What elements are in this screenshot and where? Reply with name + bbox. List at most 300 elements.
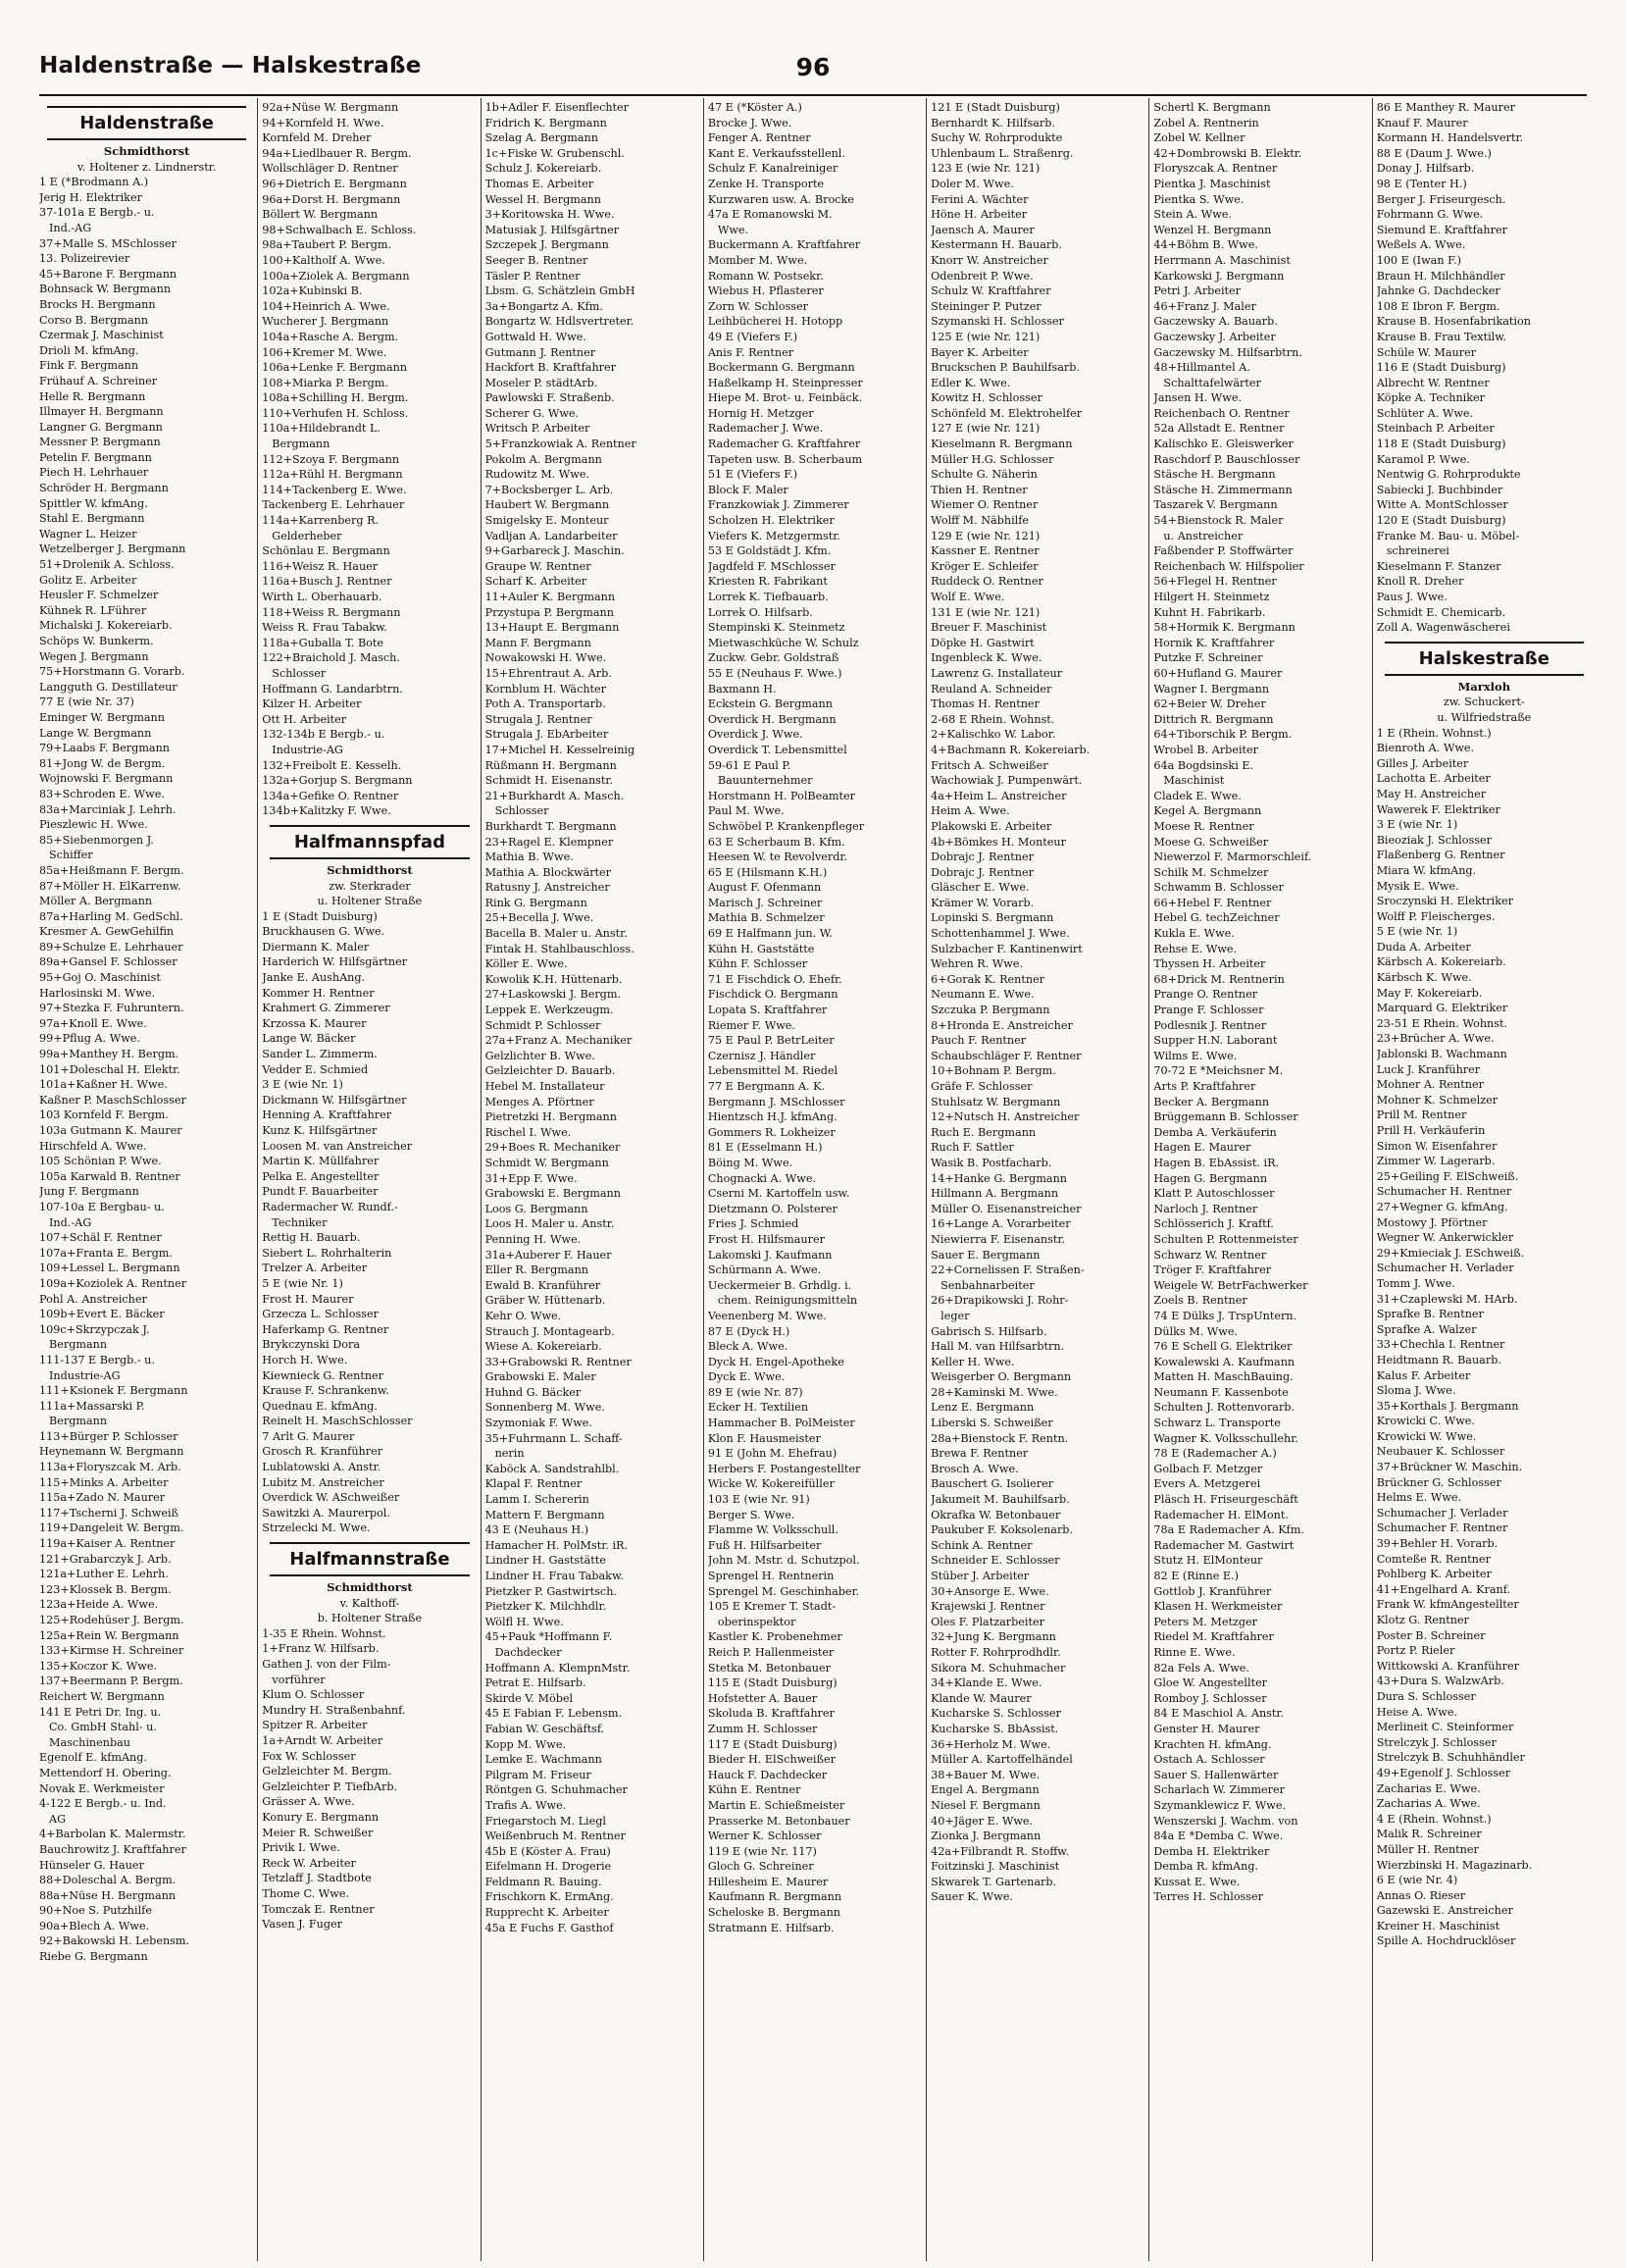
resident-entry: Loos H. Maler u. Anstr.: [484, 1217, 615, 1231]
resident-entry: 98+Schwalbach E. Schloss.: [262, 223, 417, 236]
resident-entry: Lachotta E. Arbeiter: [1376, 772, 1491, 786]
resident-entry: Dittrich R. Bergmann: [1153, 712, 1274, 726]
resident-entry: Overdick T. Lebensmittel: [707, 743, 847, 756]
entry-continuation: Bergmann: [49, 1415, 108, 1428]
resident-entry: Lublatowski A. Anstr.: [262, 1461, 381, 1474]
resident-entry: Gilles J. Arbeiter: [1376, 756, 1469, 770]
resident-entry: Ratusny J. Anstreicher: [484, 881, 610, 895]
resident-entry: Strugala J. EbArbeiter: [484, 728, 609, 742]
resident-entry: Niesel F. Bergmann: [931, 1798, 1041, 1812]
resident-entry: Gelzleichter D. Bauarb.: [484, 1064, 616, 1078]
resident-entry: Matusiak J. Hilfsgärtner: [484, 223, 620, 236]
entry-continuation: Schalttafelwärter: [1163, 376, 1261, 389]
resident-entry: Zacharias A. Wwe.: [1376, 1797, 1481, 1811]
resident-entry: Strauch J. Montagearb.: [484, 1324, 615, 1338]
resident-entry: Krajewski J. Rentner: [931, 1600, 1045, 1614]
resident-entry: 69 E Halfmann jun. W.: [707, 927, 833, 941]
resident-entry: Berger J. Friseurgesch.: [1376, 192, 1506, 206]
resident-entry: Schulz F. Kanalreiniger: [707, 162, 838, 176]
resident-entry: Flamme W. Volksschull.: [707, 1523, 838, 1537]
entry-continuation: Dachdecker: [494, 1645, 562, 1659]
resident-entry: 62+Beier W. Dreher: [1153, 697, 1266, 711]
resident-entry: 1+Franz W. Hilfsarb.: [262, 1642, 380, 1656]
resident-entry: Rupprecht K. Arbeiter: [484, 1906, 609, 1920]
resident-entry: Brosch A. Wwe.: [931, 1462, 1019, 1475]
resident-entry: Smigelsky E. Monteur: [484, 514, 609, 528]
resident-entry: 89+Schulze E. Lehrhauer: [39, 940, 183, 954]
entry-continuation: Maschinist: [1163, 774, 1225, 788]
resident-entry: Rink G. Bergmann: [484, 896, 587, 909]
resident-entry: Bruckhausen G. Wwe.: [262, 925, 385, 939]
resident-entry: Zimmer W. Lagerarb.: [1376, 1155, 1496, 1168]
resident-entry: Stutz H. ElMonteur: [1153, 1554, 1263, 1568]
resident-entry: Zionka J. Bergmann: [931, 1830, 1042, 1843]
resident-entry: Zoels B. Rentner: [1153, 1294, 1247, 1308]
resident-entry: Gaczewsky A. Bauarb.: [1153, 315, 1278, 329]
resident-entry: Kastler K. Probenehmer: [707, 1630, 842, 1644]
resident-entry: 1b+Adler F. Eisenflechter: [484, 101, 630, 114]
resident-entry: Leppek E. Werkzeugm.: [484, 1004, 614, 1017]
resident-entry: 1-35 E Rhein. Wohnst.: [262, 1626, 386, 1640]
directory-column: [39, 98, 257, 2261]
resident-entry: Rademacher H. ElMont.: [1153, 1508, 1289, 1521]
resident-entry: Klon F. Hausmeister: [707, 1431, 821, 1445]
page-number: 96: [795, 53, 831, 81]
resident-entry: 134b+Kalitzky F. Wwe.: [262, 804, 391, 818]
resident-entry: Portz P. Rieler: [1376, 1644, 1455, 1658]
resident-entry: Weigele W. BetrFachwerker: [1153, 1278, 1308, 1292]
resident-entry: Egenolf E. kfmAng.: [39, 1751, 147, 1765]
resident-entry: 5 E (wie Nr. 1): [1376, 925, 1458, 939]
resident-entry: Stuhlsatz W. Bergmann: [931, 1095, 1061, 1108]
resident-entry: Schröder H. Bergmann: [39, 482, 169, 495]
resident-entry: 82 E (Rinne E.): [1153, 1570, 1239, 1582]
resident-entry: 1c+Fiske W. Grubenschl.: [484, 146, 625, 160]
resident-entry: Schumacher F. Rentner: [1376, 1521, 1508, 1535]
entry-continuation: Co. GmbH Stahl- u.: [49, 1721, 157, 1734]
resident-entry: Thomas H. Rentner: [931, 697, 1040, 711]
resident-entry: Ewald B. Kranführer: [484, 1278, 601, 1292]
resident-entry: Bayer K. Arbeiter: [931, 345, 1029, 359]
resident-entry: 64+Tiborschik P. Bergm.: [1153, 728, 1293, 742]
resident-entry: Schmidt E. Chemicarb.: [1376, 605, 1506, 619]
resident-entry: 127 E (wie Nr. 121): [931, 422, 1041, 436]
resident-entry: 109c+Skrzypczak J.: [39, 1322, 150, 1336]
resident-entry: Narloch J. Rentner: [1153, 1202, 1258, 1215]
resident-entry: Lopinski S. Bergmann: [931, 911, 1054, 925]
resident-entry: Thome C. Wwe.: [262, 1886, 349, 1900]
resident-entry: Tomczak E. Rentner: [262, 1902, 375, 1916]
resident-entry: 108 E Ibron F. Bergm.: [1376, 299, 1500, 313]
resident-entry: Schulte G. Näherin: [931, 468, 1038, 482]
resident-entry: Jaensch A. Maurer: [931, 223, 1035, 236]
resident-entry: Gommers R. Lokheizer: [707, 1125, 836, 1139]
resident-entry: Thomas E. Arbeiter: [484, 177, 594, 190]
resident-entry: Taszarek V. Bergmann: [1153, 498, 1278, 512]
resident-entry: Hornig H. Metzger: [707, 406, 814, 420]
resident-entry: Kalischko E. Gleiswerker: [1153, 438, 1294, 451]
resident-entry: Ecker H. Textilien: [707, 1401, 809, 1415]
resident-entry: Lbsm. G. Schätzlein GmbH: [484, 284, 635, 298]
resident-entry: Paus J. Wwe.: [1376, 591, 1448, 603]
resident-entry: Döpke H. Gastwirt: [931, 636, 1035, 649]
resident-entry: Kucharske S. BbAssist.: [931, 1722, 1059, 1735]
resident-entry: Bergmann J. MSchlosser: [707, 1095, 845, 1108]
resident-entry: 129 E (wie Nr. 121): [931, 529, 1041, 542]
resident-entry: Veenenberg M. Wwe.: [707, 1309, 827, 1322]
resident-entry: Ostach A. Schlosser: [1153, 1753, 1265, 1767]
resident-entry: Eminger W. Bergmann: [39, 710, 165, 724]
resident-entry: Pläsch H. Friseurgeschäft: [1153, 1493, 1298, 1507]
resident-entry: Wasik B. Postfacharb.: [931, 1156, 1052, 1169]
resident-entry: Klotz G. Rentner: [1376, 1614, 1469, 1626]
entry-continuation: Industrie-AG: [49, 1368, 121, 1382]
resident-entry: Friegarstoch M. Liegl: [484, 1814, 606, 1828]
resident-entry: Leihbücherei H. Hotopp: [707, 315, 843, 329]
resident-entry: 113+Bürger P. Schlosser: [39, 1429, 178, 1443]
resident-entry: 89a+Gansel F. Schlosser: [39, 955, 178, 969]
resident-entry: Reich P. Hallenmeister: [707, 1645, 835, 1659]
resident-entry: Overdick H. Bergmann: [707, 712, 837, 726]
resident-entry: 65 E (Hilsmann K.H.): [707, 865, 828, 879]
resident-entry: Podlesnik J. Rentner: [1153, 1018, 1267, 1032]
resident-entry: 17+Michel H. Kesselreinig: [484, 743, 635, 756]
resident-entry: Rademacher G. Kraftfahrer: [707, 438, 861, 451]
resident-entry: Steininger P. Putzer: [931, 299, 1042, 313]
resident-entry: Müller H. Rentner: [1376, 1842, 1479, 1856]
resident-entry: 100+Kaltholf A. Wwe.: [262, 253, 385, 267]
resident-entry: Wolf E. Wwe.: [931, 591, 1005, 603]
resident-entry: Jakumeit M. Bauhilfsarb.: [931, 1493, 1070, 1507]
resident-entry: 98 E (Tenter H.): [1376, 177, 1467, 190]
entry-continuation: Techniker: [272, 1215, 328, 1229]
resident-entry: Helms E. Wwe.: [1376, 1491, 1462, 1505]
resident-entry: Pohl A. Anstreicher: [39, 1292, 147, 1306]
resident-entry: Brocke J. Wwe.: [707, 116, 792, 129]
resident-entry: Braun H. Milchhändler: [1376, 269, 1505, 283]
entry-continuation: Senbahnarbeiter: [940, 1278, 1035, 1292]
resident-entry: 4-122 E Bergb.- u. Ind.: [39, 1797, 167, 1811]
entry-continuation: Ind.-AG: [49, 1215, 92, 1229]
resident-entry: Hagen G. Bergmann: [1153, 1171, 1268, 1185]
resident-entry: Schönlau E. Bergmann: [262, 544, 390, 558]
running-title: Haldenstraße — Halskestraße: [39, 53, 422, 78]
resident-entry: Mohner A. Rentner: [1376, 1078, 1484, 1092]
entry-continuation: Wwe.: [717, 223, 749, 236]
resident-entry: 108+Miarka P. Bergm.: [262, 376, 388, 389]
resident-entry: Overdick W. ASchweißer: [262, 1491, 400, 1505]
resident-entry: May F. Kokereiarb.: [1376, 986, 1483, 1000]
resident-entry: Skoluda B. Kraftfahrer: [707, 1707, 835, 1721]
resident-entry: 109b+Evert E. Bäcker: [39, 1308, 165, 1321]
resident-entry: Rischel I. Wwe.: [484, 1125, 572, 1139]
resident-entry: 33+Chechla I. Rentner: [1376, 1338, 1505, 1352]
resident-entry: Bauschert G. Isolierer: [931, 1477, 1054, 1491]
resident-entry: Tackenberg E. Lehrhauer: [262, 498, 405, 512]
resident-entry: Cserni M. Kartoffeln usw.: [707, 1187, 850, 1201]
resident-entry: Rademacher M. Gastwirt: [1153, 1538, 1295, 1552]
entry-continuation: Bauunternehmer: [717, 774, 813, 788]
street-range-note: zw. Sterkrader: [329, 879, 411, 893]
resident-entry: Lenz E. Bergmann: [931, 1401, 1035, 1415]
resident-entry: Liberski S. Schweißer: [931, 1417, 1053, 1430]
resident-entry: 54+Bienstock R. Maler: [1153, 514, 1284, 528]
resident-entry: Kehr O. Wwe.: [484, 1309, 562, 1322]
resident-entry: Sauer S. Hallenwärter: [1153, 1768, 1279, 1781]
resident-entry: Hillesheim E. Maurer: [707, 1875, 829, 1888]
resident-entry: Pawlowski F. Straßenb.: [484, 391, 615, 405]
district-label: Schmidthorst: [103, 144, 190, 158]
resident-entry: 125a+Rein W. Bergmann: [39, 1628, 179, 1642]
resident-entry: Kilzer H. Arbeiter: [262, 697, 362, 711]
resident-entry: 113a+Floryszcak M. Arb.: [39, 1461, 181, 1474]
resident-entry: Zenke H. Transporte: [707, 177, 825, 190]
resident-entry: Schwarz W. Rentner: [1153, 1248, 1267, 1262]
entry-continuation: Bergmann: [49, 1338, 108, 1352]
resident-entry: Ruddeck O. Rentner: [931, 575, 1043, 589]
resident-entry: Poster B. Schreiner: [1376, 1628, 1486, 1642]
street-range-note: b. Holtener Straße: [317, 1612, 423, 1625]
resident-entry: May H. Anstreicher: [1376, 787, 1487, 800]
resident-entry: Niewerzol F. Marmorschleif.: [1153, 850, 1312, 864]
resident-entry: Kunz K. Hilfsgärtner: [262, 1124, 378, 1137]
resident-entry: 131 E (wie Nr. 121): [931, 605, 1041, 619]
resident-entry: Engel A. Bergmann: [931, 1783, 1040, 1797]
resident-entry: Lamm I. Schererin: [484, 1493, 589, 1507]
resident-entry: Czernisz J. Händler: [707, 1049, 816, 1062]
resident-entry: 40+Jäger E. Wwe.: [931, 1814, 1034, 1828]
resident-entry: Scharlach W. Zimmerer: [1153, 1783, 1285, 1797]
resident-entry: 76 E Schell G. Elektriker: [1153, 1340, 1293, 1354]
resident-entry: Vasen J. Fuger: [262, 1918, 342, 1932]
entry-continuation: oberinspektor: [717, 1615, 796, 1628]
resident-entry: Wessel H. Bergmann: [484, 192, 601, 206]
resident-entry: Chognacki A. Wwe.: [707, 1171, 817, 1185]
resident-entry: 71 E Fischdick O. Ehefr.: [707, 972, 842, 986]
resident-entry: Frost H. Maurer: [262, 1292, 354, 1306]
resident-entry: Gloe W. Angestellter: [1153, 1676, 1268, 1690]
resident-entry: Kriesten R. Fabrikant: [707, 575, 828, 589]
entry-continuation: u. Anstreicher: [1163, 529, 1244, 542]
resident-entry: Kaufmann R. Bergmann: [707, 1890, 842, 1904]
resident-entry: 4+Bachmann R. Kokereiarb.: [931, 743, 1091, 756]
resident-entry: 2-68 E Rhein. Wohnst.: [931, 712, 1055, 726]
resident-entry: 41+Engelhard A. Kranf.: [1376, 1582, 1511, 1596]
resident-entry: Mathia B. Wwe.: [484, 850, 574, 864]
page-header: [39, 53, 1587, 98]
resident-entry: 75+Horstmann G. Vorarb.: [39, 665, 185, 679]
resident-entry: 105a Karwald B. Rentner: [39, 1169, 180, 1183]
resident-entry: Schürmann A. Wwe.: [707, 1263, 822, 1277]
resident-entry: Krachten H. kfmAng.: [1153, 1737, 1272, 1751]
resident-entry: Kühn F. Schlosser: [707, 957, 808, 971]
resident-entry: 33+Grabowski R. Rentner: [484, 1355, 632, 1368]
resident-entry: Demba R. kfmAng.: [1153, 1860, 1259, 1874]
resident-entry: Wölfl H. Wwe.: [484, 1615, 564, 1628]
resident-entry: Matten H. MaschBauing.: [1153, 1370, 1294, 1384]
resident-entry: 21+Burkhardt A. Masch.: [484, 789, 625, 802]
resident-entry: 105 Schönian P. Wwe.: [39, 1155, 162, 1168]
resident-entry: Krause B. Frau Textilw.: [1376, 330, 1507, 343]
resident-entry: Bohnsack W. Bergmann: [39, 283, 172, 296]
resident-entry: Corso B. Bergmann: [39, 313, 149, 327]
resident-entry: Lakomski J. Kaufmann: [707, 1248, 833, 1262]
resident-entry: Michalski J. Kokereiarb.: [39, 619, 173, 633]
resident-entry: 13+Haupt E. Bergmann: [484, 621, 620, 635]
resident-entry: Rettig H. Bauarb.: [262, 1231, 361, 1245]
resident-entry: 105 E Kremer T. Stadt-: [707, 1600, 837, 1614]
resident-entry: Petrat E. Hilfsarb.: [484, 1676, 586, 1690]
resident-entry: 110+Verhufen H. Schloss.: [262, 406, 409, 420]
resident-entry: Mattern F. Bergmann: [484, 1508, 605, 1521]
resident-entry: Jung F. Bergmann: [39, 1185, 139, 1199]
resident-entry: Brewa F. Rentner: [931, 1447, 1029, 1461]
resident-entry: Kärbsch A. Kokereiarb.: [1376, 955, 1506, 969]
resident-entry: Sprafke B. Rentner: [1376, 1308, 1484, 1321]
resident-entry: Hornik K. Kraftfahrer: [1153, 636, 1275, 649]
resident-entry: Krowicki C. Wwe.: [1376, 1415, 1475, 1428]
resident-entry: 118 E (Stadt Duisburg): [1376, 438, 1506, 451]
resident-entry: 45b E (Köster A. Frau): [484, 1844, 611, 1858]
resident-entry: 107a+Franta E. Bergm.: [39, 1246, 173, 1260]
resident-entry: Malik R. Schreiner: [1376, 1828, 1482, 1841]
resident-entry: 42a+Filbrandt R. Stoffw.: [931, 1844, 1070, 1858]
resident-entry: Schneider E. Schlosser: [931, 1554, 1060, 1568]
resident-entry: 77 E (wie Nr. 37): [39, 696, 134, 709]
resident-entry: 104a+Rasche A. Bergm.: [262, 330, 399, 343]
resident-entry: Karkowski J. Bergmann: [1153, 269, 1285, 283]
resident-entry: 111-137 E Bergb.- u.: [39, 1353, 155, 1366]
resident-entry: Suchy W. Rohrprodukte: [931, 131, 1063, 145]
resident-entry: Pientka J. Maschinist: [1153, 177, 1271, 190]
resident-entry: Hiepe M. Brot- u. Feinbäck.: [707, 391, 863, 405]
resident-entry: Moseler P. städtArb.: [484, 376, 598, 389]
resident-entry: Burkhardt T. Bergmann: [484, 819, 617, 833]
resident-entry: Luck J. Kranführer: [1376, 1062, 1481, 1076]
resident-entry: Horstmann H. PolBeamter: [707, 789, 856, 802]
directory-column: [481, 98, 703, 2261]
resident-entry: Putzke F. Schreiner: [1153, 651, 1263, 665]
resident-entry: 79+Laabs F. Bergmann: [39, 742, 171, 755]
resident-entry: Writsch P. Arbeiter: [484, 422, 590, 436]
resident-entry: Kieselmann R. Bergmann: [931, 438, 1073, 451]
resident-entry: Annas O. Rieser: [1376, 1888, 1466, 1902]
resident-entry: 49 E (Viefers F.): [707, 330, 798, 343]
resident-entry: Bieoziak J. Schlosser: [1376, 833, 1492, 847]
resident-entry: Hünseler G. Hauer: [39, 1858, 144, 1872]
resident-entry: Bruckschen P. Bauhilfsarb.: [931, 361, 1080, 375]
resident-entry: Sauer E. Bergmann: [931, 1248, 1041, 1262]
resident-entry: Gelzleichter M. Bergm.: [262, 1765, 392, 1778]
street-range-note: v. Kalthoff-: [339, 1596, 400, 1610]
resident-entry: 92+Bakowski H. Lebensm.: [39, 1934, 190, 1948]
resident-entry: Marisch J. Schreiner: [707, 896, 823, 909]
resident-entry: 81+Jong W. de Bergm.: [39, 756, 166, 770]
resident-entry: Trelzer A. Arbeiter: [262, 1262, 368, 1275]
resident-entry: Knauf F. Maurer: [1376, 116, 1468, 129]
resident-entry: Krämer W. Vorarb.: [931, 896, 1035, 909]
resident-entry: Wegen J. Bergmann: [39, 649, 149, 663]
resident-entry: 51+Drolenik A. Schloss.: [39, 558, 175, 572]
resident-entry: Wiebus H. Pflasterer: [707, 284, 824, 298]
resident-entry: Gottwald H. Wwe.: [484, 330, 586, 343]
street-heading: Halskestraße: [1385, 642, 1584, 676]
resident-entry: 1a+Arndt W. Arbeiter: [262, 1733, 383, 1747]
resident-entry: Prasserke M. Betonbauer: [707, 1814, 850, 1828]
resident-entry: Hoffmann A. KlempnMstr.: [484, 1661, 631, 1675]
directory-columns: [39, 98, 1595, 2261]
resident-entry: Sikora M. Schuhmacher: [931, 1661, 1066, 1675]
resident-entry: Schulten J. Rottenvorarb.: [1153, 1401, 1296, 1415]
resident-entry: Szczuka P. Bergmann: [931, 1004, 1050, 1017]
entry-continuation: Schlosser: [494, 804, 549, 818]
resident-entry: 88a+Nüse H. Bergmann: [39, 1888, 177, 1902]
resident-entry: 132-134b E Bergb.- u.: [262, 728, 385, 742]
resident-entry: Breuer F. Maschinist: [931, 621, 1047, 635]
resident-entry: 86 E Manthey R. Maurer: [1376, 101, 1515, 114]
resident-entry: Sawitzki A. Maurerpol.: [262, 1506, 390, 1520]
resident-entry: Schwarz L. Transporte: [1153, 1417, 1281, 1430]
resident-entry: Pietretzki H. Bergmann: [484, 1110, 617, 1124]
resident-entry: Jahnke G. Dachdecker: [1376, 284, 1500, 298]
resident-entry: 107+Schäl F. Rentner: [39, 1231, 162, 1245]
resident-entry: Kegel A. Bergmann: [1153, 804, 1262, 818]
resident-entry: 100 E (Iwan F.): [1376, 253, 1462, 267]
resident-entry: Wagner L. Heizer: [39, 527, 137, 541]
resident-entry: Petelin F. Bergmann: [39, 450, 152, 464]
resident-entry: 6+Gorak K. Rentner: [931, 972, 1045, 986]
resident-entry: Wawerek F. Elektriker: [1376, 802, 1500, 816]
resident-entry: 2+Kalischko W. Labor.: [931, 728, 1056, 742]
resident-entry: Schulten P. Rottenmeister: [1153, 1232, 1298, 1246]
resident-entry: Kormann H. Handelsvertr.: [1376, 131, 1524, 145]
resident-entry: Bockermann G. Bergmann: [707, 361, 855, 375]
resident-entry: Sprengel H. Rentnerin: [707, 1570, 835, 1582]
resident-entry: Thyssen H. Arbeiter: [1153, 957, 1266, 971]
resident-entry: Viefers K. Metzgermstr.: [707, 529, 840, 542]
resident-entry: 84a E *Demba C. Wwe.: [1153, 1830, 1284, 1843]
resident-entry: Mathia B. Schmelzer: [707, 911, 825, 925]
resident-entry: Keller H. Wwe.: [931, 1355, 1015, 1368]
resident-entry: Witte A. MontSchlosser: [1376, 498, 1508, 512]
resident-entry: Schottenhammel J. Wwe.: [931, 927, 1070, 941]
resident-entry: Lindner H. Gaststätte: [484, 1554, 606, 1568]
resident-entry: Demba A. Verkäuferin: [1153, 1125, 1277, 1139]
resident-entry: Riedel M. Kraftfahrer: [1153, 1630, 1274, 1644]
resident-entry: Comteße R. Rentner: [1376, 1552, 1491, 1566]
resident-entry: Lopata S. Kraftfahrer: [707, 1004, 828, 1017]
resident-entry: Riebe G. Bergmann: [39, 1950, 148, 1964]
resident-entry: Schmidt H. Eisenanstr.: [484, 774, 614, 788]
resident-entry: Bongartz W. Hdlsvertreter.: [484, 315, 635, 329]
resident-entry: Rinne E. Wwe.: [1153, 1645, 1236, 1659]
resident-entry: 87a+Harling M. GedSchl.: [39, 909, 183, 923]
resident-entry: 115a+Zado N. Maurer: [39, 1491, 166, 1505]
resident-entry: Wiese A. Kokereiarb.: [484, 1340, 602, 1354]
resident-entry: Bieder H. ElSchweißer: [707, 1753, 836, 1767]
resident-entry: Höne H. Arbeiter: [931, 208, 1028, 222]
resident-entry: Karamol P. Wwe.: [1376, 452, 1470, 466]
resident-entry: 111a+Massarski P.: [39, 1399, 145, 1413]
resident-entry: Zumm H. Schlosser: [707, 1722, 818, 1735]
resident-entry: Krahmert G. Zimmerer: [262, 1002, 390, 1015]
resident-entry: 10+Bohnam P. Bergm.: [931, 1064, 1056, 1078]
resident-entry: 43 E (Neuhaus H.): [484, 1523, 589, 1537]
resident-entry: Martin E. Schießmeister: [707, 1798, 845, 1812]
resident-entry: 117+Tscherni J. Schweiß: [39, 1506, 179, 1520]
resident-entry: Graupe W. Rentner: [484, 559, 591, 573]
resident-entry: Franzkowiak J. Zimmerer: [707, 498, 849, 512]
